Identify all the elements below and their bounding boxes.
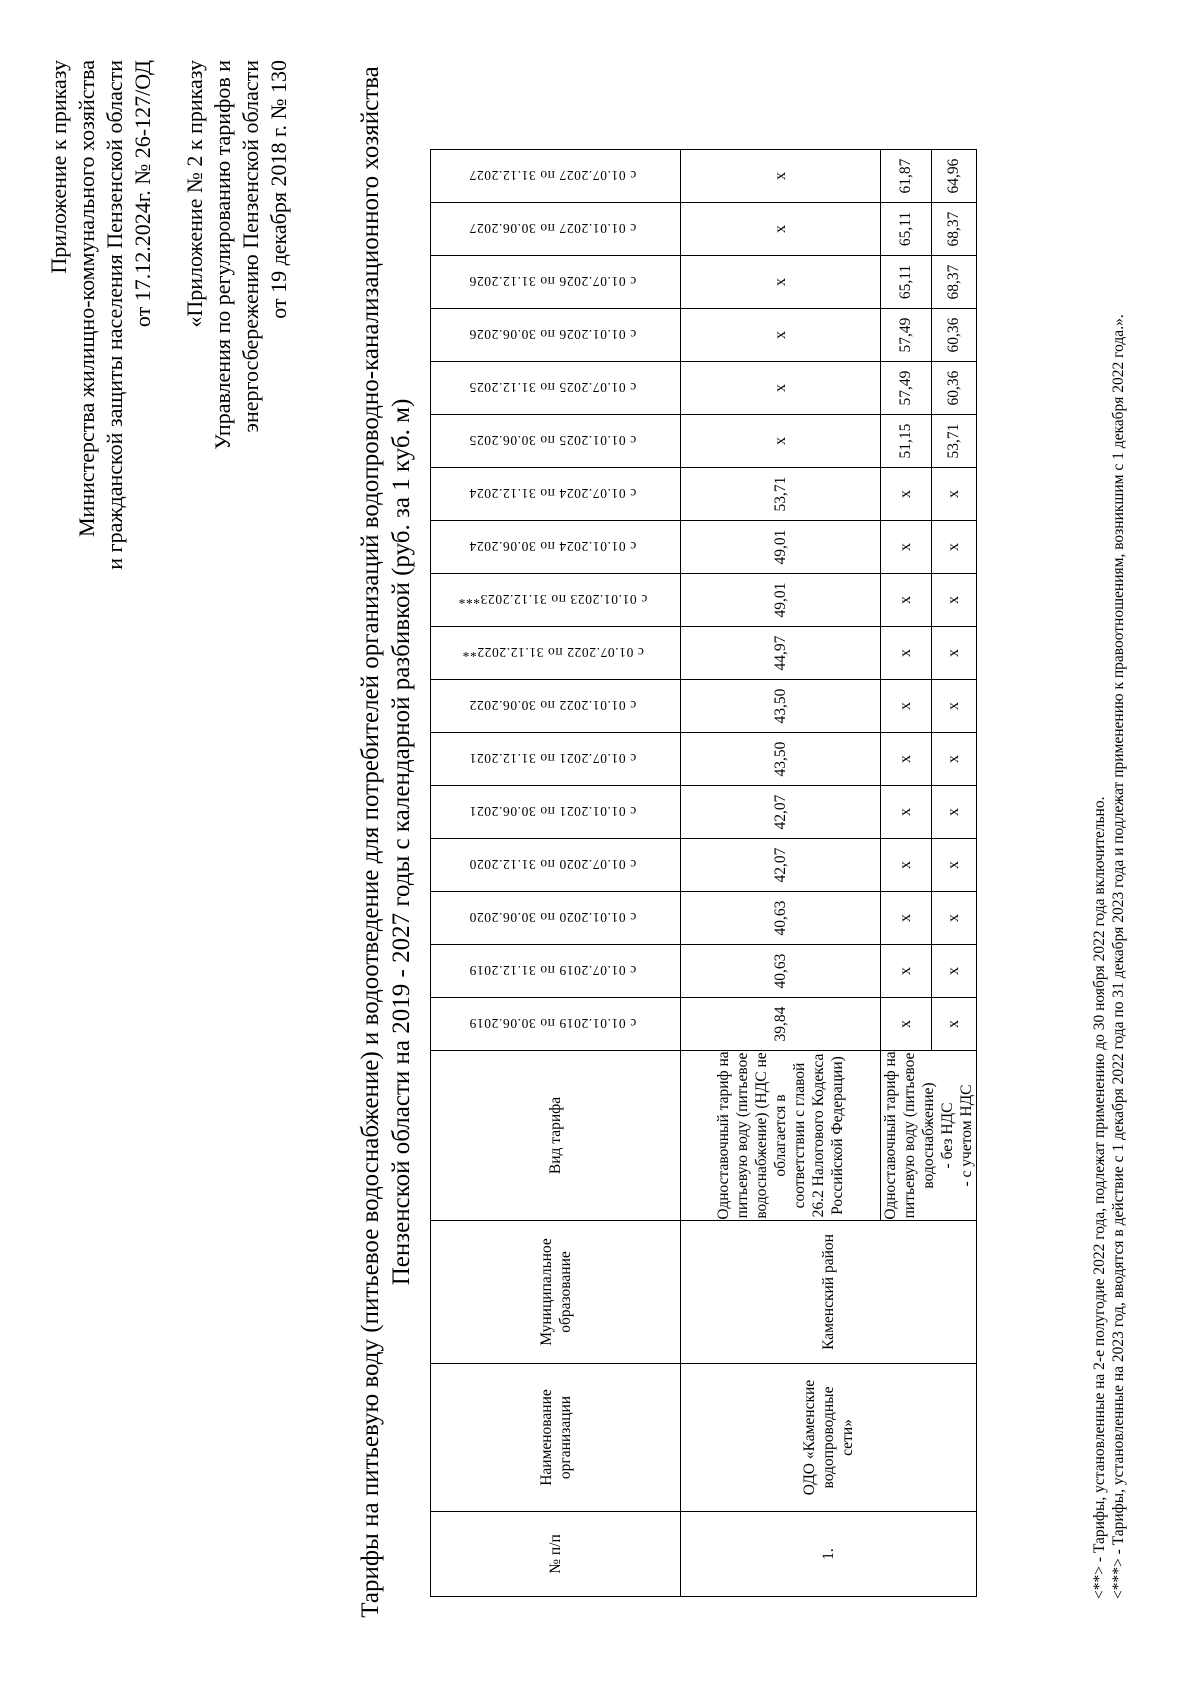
value-cell: x xyxy=(681,203,881,256)
tariff-type-with-vat-split xyxy=(881,1051,977,1221)
header-period: с 01.01.2021 по 30.06.2021 xyxy=(431,786,681,839)
value-cell: 65,11 xyxy=(881,203,932,256)
value-cell: 49,01 xyxy=(681,574,881,627)
organization-name: ОДО «Каменские водопроводные сети» xyxy=(681,1364,977,1512)
value-cell: x xyxy=(881,680,932,733)
value-cell: x xyxy=(681,415,881,468)
header-period: с 01.01.2020 по 30.06.2020 xyxy=(431,892,681,945)
value-cell: 53,71 xyxy=(681,468,881,521)
header-period: с 01.07.2021 по 31.12.2021 xyxy=(431,733,681,786)
header-period: с 01.07.2027 по 31.12.2027 xyxy=(431,150,681,203)
value-cell: x xyxy=(681,362,881,415)
value-cell: 65,11 xyxy=(881,256,932,309)
header-num: № п/п xyxy=(431,1512,681,1597)
header-org: Наименование организации xyxy=(431,1364,681,1512)
value-cell: 49,01 xyxy=(681,521,881,574)
document-title xyxy=(355,47,417,1637)
header-municipality: Муниципальное образование xyxy=(431,1221,681,1364)
header-period: с 01.01.2026 по 30.06.2026 xyxy=(431,309,681,362)
header-period: с 01.01.2027 по 30.06.2027 xyxy=(431,203,681,256)
value-cell: x xyxy=(681,256,881,309)
header-period: с 01.01.2024 по 30.06.2024 xyxy=(431,521,681,574)
value-cell: 42,07 xyxy=(681,786,881,839)
header-period: с 01.07.2026 по 31.12.2026 xyxy=(431,256,681,309)
value-cell: x xyxy=(881,733,932,786)
header-line: Министерства жилищно-коммунального хозяйства xyxy=(74,60,99,538)
order-header xyxy=(45,60,293,880)
value-cell: 53,71 xyxy=(931,415,976,468)
value-cell: 39,84 xyxy=(681,998,881,1051)
value-cell: 40,63 xyxy=(681,892,881,945)
value-cell: x xyxy=(931,733,976,786)
value-cell: x xyxy=(931,521,976,574)
value-cell: 44,97 xyxy=(681,627,881,680)
footnote: <**> - Тарифы, установленные на 2-е полугодие 2022 года, подлежат применению до 30 ноября 2022 года включительно. xyxy=(1091,796,1108,1599)
appendix-line: «Приложение № 2 к приказу xyxy=(182,60,207,328)
value-cell: 40,63 xyxy=(681,945,881,998)
appendix-line: энергосбережению Пензенской области xyxy=(238,60,263,433)
value-cell: x xyxy=(931,468,976,521)
header-line: и гражданской защиты населения Пензенской области xyxy=(102,60,127,570)
value-cell: x xyxy=(881,892,932,945)
value-cell: 60,36 xyxy=(931,362,976,415)
header-period: с 01.01.2022 по 30.06.2022 xyxy=(431,680,681,733)
value-cell: x xyxy=(931,998,976,1051)
footnote: <***> - Тарифы, установленные на 2023 год, вводятся в действие с 1 декабря 2022 года по 31 декабря 2023 года и подлежат применению к правоотношениям, возникшим с 1 декабря 2022 года.». xyxy=(1110,314,1127,1599)
header-period: с 01.01.2019 по 30.06.2019 xyxy=(431,998,681,1051)
value-cell: 60,36 xyxy=(931,309,976,362)
no-vat-label: - без НДС xyxy=(939,1102,956,1169)
value-cell: x xyxy=(881,945,932,998)
value-cell: x xyxy=(931,680,976,733)
value-cell: 57,49 xyxy=(881,309,932,362)
header-period: с 01.07.2019 по 31.12.2019 xyxy=(431,945,681,998)
footnotes xyxy=(1090,39,1128,1599)
header-period: с 01.07.2024 по 31.12.2024 xyxy=(431,468,681,521)
header-period: с 01.01.2023 по 31.12.2023*** xyxy=(431,574,681,627)
municipality-name: Каменский район xyxy=(681,1221,977,1364)
appendix-line: Управления по регулированию тарифов и xyxy=(210,60,235,450)
header-period: с 01.07.2025 по 31.12.2025 xyxy=(431,362,681,415)
value-cell: 43,50 xyxy=(681,733,881,786)
header-tariff-type: Вид тарифа xyxy=(431,1051,681,1221)
value-cell: 68,37 xyxy=(931,256,976,309)
header-line: от 17.12.2024г. № 26-127/ОД xyxy=(130,60,155,328)
value-cell: 57,49 xyxy=(881,362,932,415)
header-period: с 01.07.2020 по 31.12.2020 xyxy=(431,839,681,892)
value-cell: 43,50 xyxy=(681,680,881,733)
header-line: Приложение к приказу xyxy=(46,60,71,274)
header-period: с 01.01.2025 по 30.06.2025 xyxy=(431,415,681,468)
header-period: с 01.07.2022 по 31.12.2022** xyxy=(431,627,681,680)
value-cell: x xyxy=(931,574,976,627)
title-line: Тарифы на питьевую воду (питьевое водоснабжение) и водоотведение для потребителей организаций водопроводно-канализационного хозяйства xyxy=(357,66,384,1618)
title-line: Пензенской области на 2019 - 2027 годы с календарной разбивкой (руб. за 1 куб. м) xyxy=(388,398,415,1286)
value-cell: x xyxy=(881,521,932,574)
row-number: 1. xyxy=(681,1512,977,1597)
value-cell: x xyxy=(931,627,976,680)
table-header-row xyxy=(431,150,681,1597)
value-cell: x xyxy=(931,839,976,892)
value-cell: x xyxy=(931,892,976,945)
tariff-type-label: Одноставочный тариф на питьевую воду (питьевое водоснабжение) xyxy=(882,1051,937,1220)
value-cell: 61,87 xyxy=(881,150,932,203)
value-cell: x xyxy=(881,627,932,680)
value-cell: x xyxy=(881,839,932,892)
value-cell: x xyxy=(881,468,932,521)
value-cell: x xyxy=(681,309,881,362)
value-cell: x xyxy=(881,998,932,1051)
value-cell: 64,96 xyxy=(931,150,976,203)
value-cell: 68,37 xyxy=(931,203,976,256)
value-cell: x xyxy=(881,574,932,627)
with-vat-label: - с учетом НДС xyxy=(958,1084,975,1187)
value-cell: x xyxy=(931,786,976,839)
appendix-line: от 19 декабря 2018 г. № 130 xyxy=(266,60,291,319)
value-cell: 51,15 xyxy=(881,415,932,468)
table-row xyxy=(681,150,881,1597)
tariff-type-vat-exempt: Одноставочный тариф на питьевую воду (питьевое водоснабжение) (НДС не облагается в соответствии с главой 26.2 Налогового Кодекса Российской Федерации) xyxy=(681,1051,881,1221)
value-cell: x xyxy=(881,786,932,839)
tariff-table xyxy=(430,149,977,1597)
value-cell: x xyxy=(931,945,976,998)
value-cell: x xyxy=(681,150,881,203)
header-gap xyxy=(157,60,181,880)
value-cell: 42,07 xyxy=(681,839,881,892)
